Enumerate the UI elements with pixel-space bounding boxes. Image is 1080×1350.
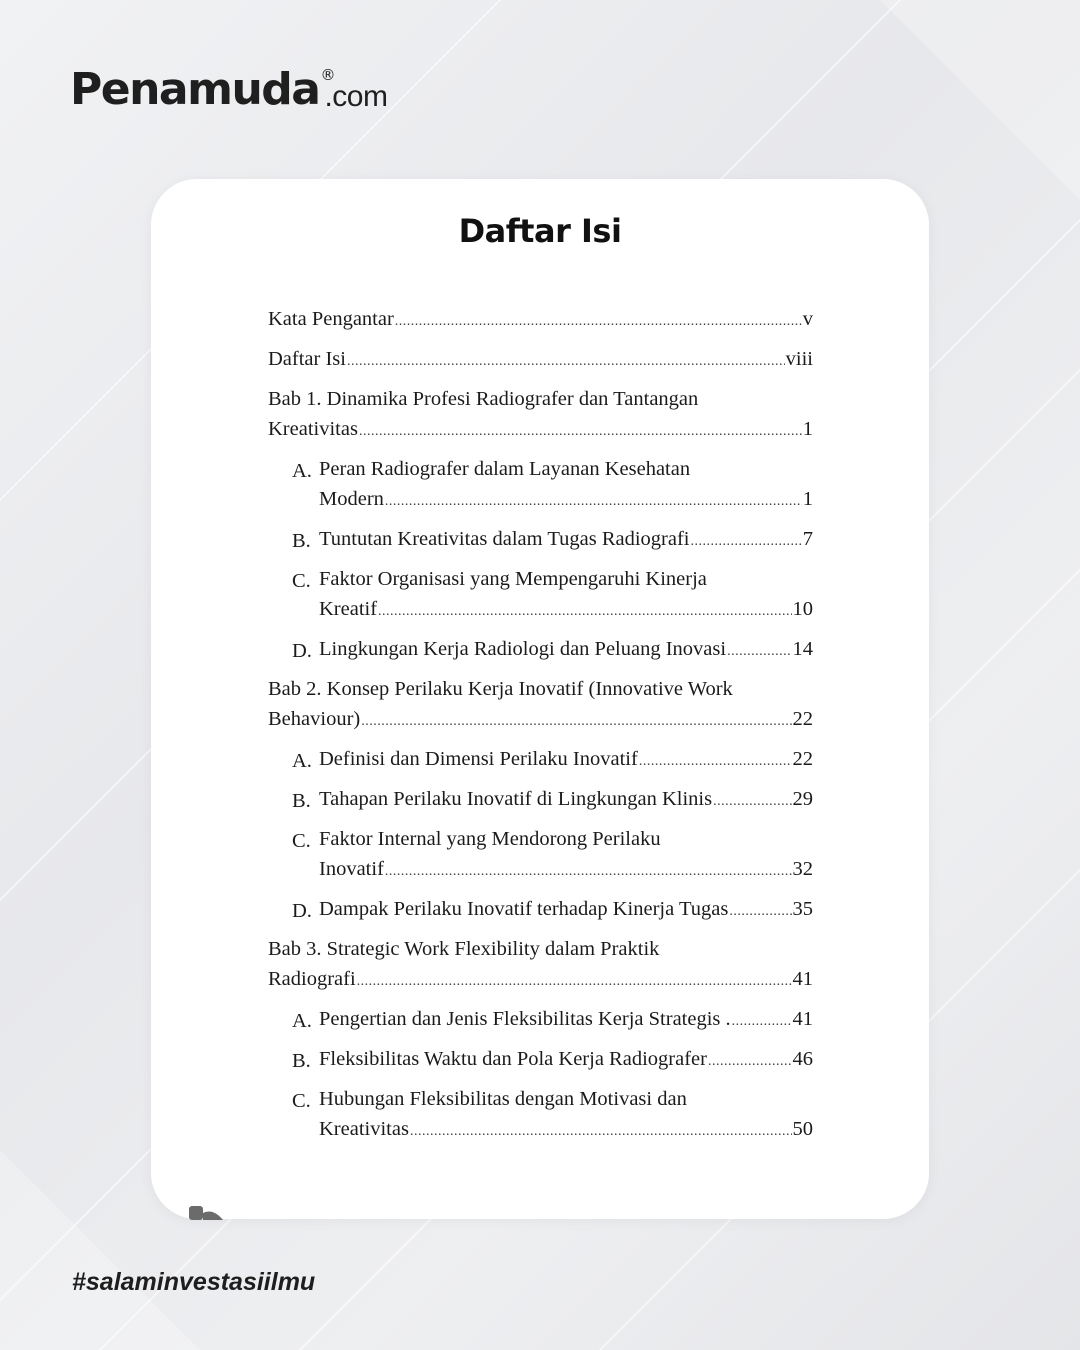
toc-entry-letter: B. [292, 1050, 311, 1072]
toc-page-number: 22 [792, 748, 813, 770]
toc-entry-letter: C. [292, 570, 311, 592]
toc-entry[interactable] [268, 308, 813, 338]
toc-entry-continuation: Radiografi [268, 968, 356, 990]
toc-page-number: 29 [792, 788, 813, 810]
toc-entry-letter: C. [292, 1090, 311, 1112]
toc-page-number: 50 [792, 1118, 813, 1140]
toc-entry-first-line[interactable] [319, 458, 813, 488]
toc-entry-text: Bab 3. Strategic Work Flexibility dalam Praktik [268, 938, 660, 960]
toc-entry-continuation: Kreatif [319, 598, 378, 620]
toc-entry-text: Fleksibilitas Waktu dan Pola Kerja Radiografer [319, 1048, 707, 1070]
toc-page-number: 14 [792, 638, 813, 660]
toc-leader-dots [357, 974, 792, 990]
toc-entry-letter: A. [292, 750, 312, 772]
registered-mark: ® [320, 66, 336, 84]
brand-name: Penamuda [70, 64, 320, 115]
toc-leader-dots [361, 714, 791, 730]
toc-entry-letter: A. [292, 1010, 312, 1032]
toc-page-number: 7 [802, 528, 813, 550]
toc-entry-letter: D. [292, 640, 312, 662]
toc-entry[interactable] [319, 638, 813, 668]
toc-entry[interactable] [319, 528, 813, 558]
toc-entry-letter: A. [292, 460, 312, 482]
toc-entry-text: Daftar Isi [268, 348, 346, 370]
toc-entry-text: Lingkungan Kerja Radiologi dan Peluang Inovasi [319, 638, 727, 660]
toc-entry-text: Faktor Internal yang Mendorong Perilaku [319, 828, 661, 850]
toc-leader-dots [347, 354, 785, 370]
toc-entry-letter: C. [292, 830, 311, 852]
toc-entry-first-line[interactable] [319, 1088, 813, 1118]
toc-entry[interactable] [319, 1008, 813, 1038]
toc-leader-dots [395, 314, 802, 330]
toc-entry-text: Faktor Organisasi yang Mempengaruhi Kinerja [319, 568, 707, 590]
toc-leader-dots [385, 864, 792, 880]
toc-entry[interactable] [319, 788, 813, 818]
toc-entry[interactable] [268, 348, 813, 378]
toc-entry-first-line[interactable] [268, 678, 813, 708]
toc-entry[interactable] [319, 858, 813, 888]
toc-page-number: 32 [792, 858, 813, 880]
toc-entry-text: Bab 2. Konsep Perilaku Kerja Inovatif (Innovative Work [268, 678, 733, 700]
toc-entry[interactable] [319, 1118, 813, 1148]
toc-entry[interactable] [268, 968, 813, 998]
footer-hashtag: #salaminvestasiilmu [72, 1268, 316, 1296]
toc-entry-continuation: Modern [319, 488, 384, 510]
toc-entry-first-line[interactable] [319, 568, 813, 598]
toc-entry-letter: D. [292, 900, 312, 922]
toc-leader-dots [729, 904, 791, 920]
toc-page-number: 10 [792, 598, 813, 620]
toc-entry[interactable] [319, 898, 813, 928]
toc-page-number: 46 [792, 1048, 813, 1070]
toc-leader-dots [359, 424, 802, 440]
toc-leader-dots [727, 644, 791, 660]
toc-page-number: 1 [802, 418, 813, 440]
toc-entry-letter: B. [292, 530, 311, 552]
toc-entry-text: Peran Radiografer dalam Layanan Kesehatan [319, 458, 691, 480]
toc-entry-first-line[interactable] [268, 938, 813, 968]
toc-entry-text: Tuntutan Kreativitas dalam Tugas Radiografi [319, 528, 690, 550]
toc-page-number: 1 [802, 488, 813, 510]
toc-entry[interactable] [268, 418, 813, 448]
toc-entry-continuation: Kreativitas [268, 418, 358, 440]
toc-leader-dots [691, 534, 802, 550]
toc-leader-dots [639, 754, 792, 770]
toc-entry-text: Hubungan Fleksibilitas dengan Motivasi dan [319, 1088, 687, 1110]
toc-entry-text: Bab 1. Dinamika Profesi Radiografer dan Tantangan [268, 388, 699, 410]
brand-tld: .com [324, 80, 388, 113]
toc-entry-first-line[interactable] [268, 388, 813, 418]
page-title: Daftar Isi [458, 212, 622, 250]
toc-entry[interactable] [319, 1048, 813, 1078]
toc-leader-dots [732, 1014, 792, 1030]
toc-entry-text: Dampak Perilaku Inovatif terhadap Kinerja Tugas [319, 898, 729, 920]
toc-page-number: 22 [792, 708, 813, 730]
toc-entry[interactable] [319, 488, 813, 518]
toc-entry-continuation: Inovatif [319, 858, 384, 880]
brand-logo [70, 64, 388, 115]
toc-entry-text: Tahapan Perilaku Inovatif di Lingkungan Klinis [319, 788, 713, 810]
toc-entry-text: Definisi dan Dimensi Perilaku Inovatif [319, 748, 638, 770]
toc-entry-continuation: Behaviour) [268, 708, 361, 730]
toc-entry-text: Kata Pengantar [268, 308, 394, 330]
toc-entry[interactable] [268, 708, 813, 738]
toc-entry-text: Pengertian dan Jenis Fleksibilitas Kerja Strategis . [319, 1008, 731, 1030]
toc-page-number: viii [785, 348, 813, 370]
toc-leader-dots [708, 1054, 792, 1070]
toc-leader-dots [378, 604, 791, 620]
toc-entry[interactable] [319, 598, 813, 628]
toc-leader-dots [385, 494, 802, 510]
toc-leader-dots [713, 794, 791, 810]
toc-page-number: 41 [792, 968, 813, 990]
toc-entry-letter: B. [292, 790, 311, 812]
corner-mark-icon [189, 1206, 223, 1220]
toc-entry[interactable] [319, 748, 813, 778]
toc-leader-dots [410, 1124, 792, 1140]
toc-entry-continuation: Kreativitas [319, 1118, 409, 1140]
toc-page-number: 35 [792, 898, 813, 920]
toc-page-number: 41 [792, 1008, 813, 1030]
toc-page-number: v [802, 308, 813, 330]
toc-entry-first-line[interactable] [319, 828, 813, 858]
